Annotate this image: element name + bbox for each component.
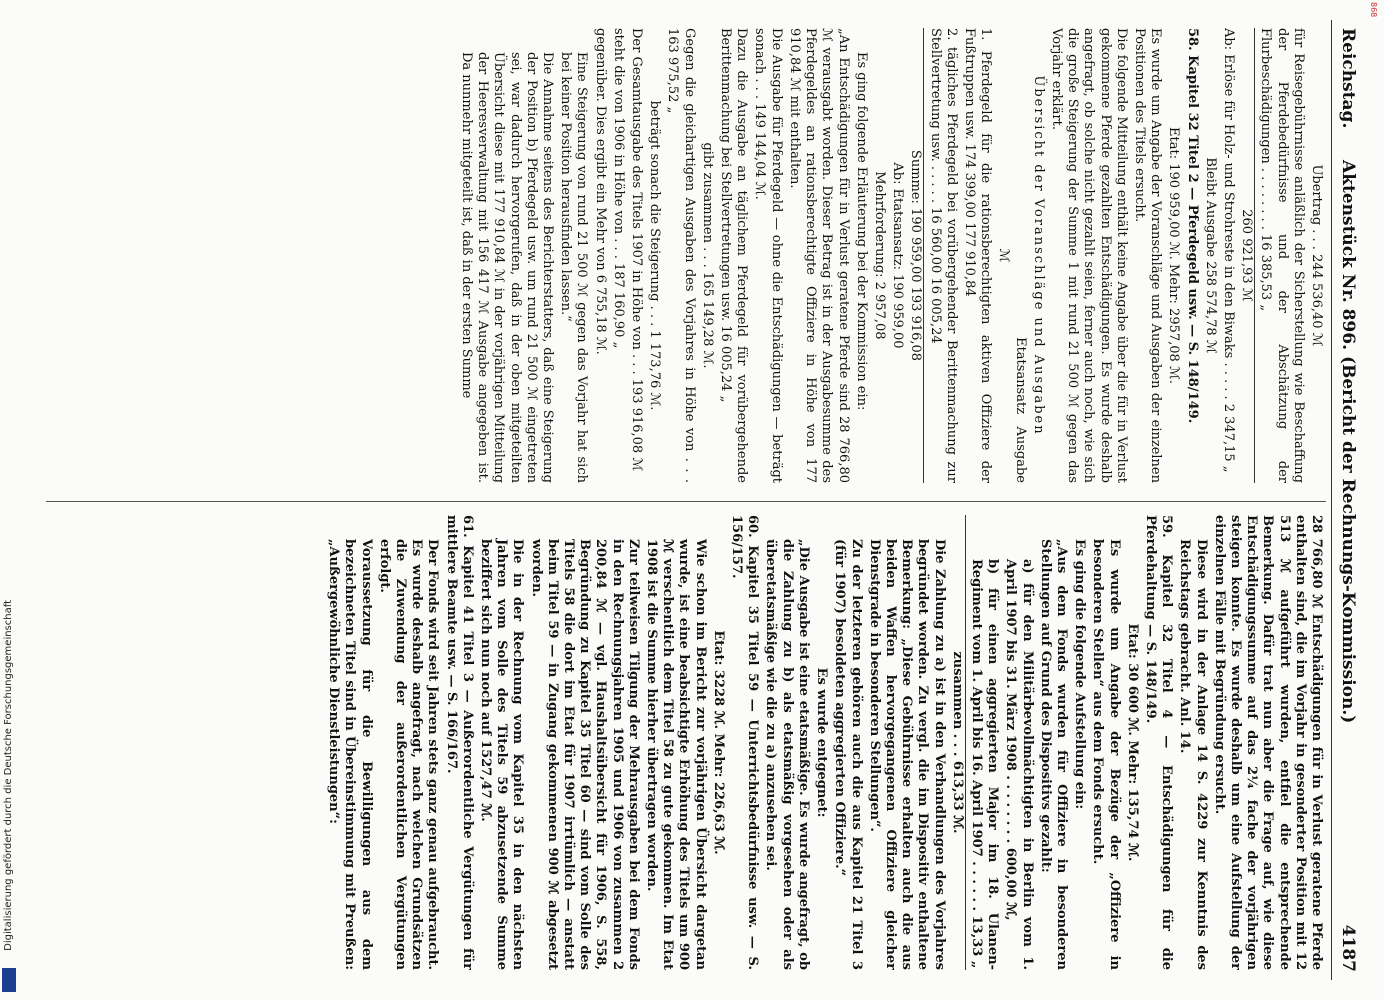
text-line: Zur teilweisen Tilgung der Mehrausgaben bei dem Fonds in den Rechnungsjahren 1905 und 1906 von zusammen 2 200,84 ℳ — vgl. Haushaltsübersicht für 1906, S. 558, Begründung zu Kapitel 35 Titel 60 — sind vom Solle des Titels 58 die dort im Etat für 1907 irrtümlich — anstatt beim Titel 59 — in Zugang gekommenen 900 ℳ abgesetzt worden.	[528, 539, 641, 970]
table-title: Übersicht der Voranschläge und Ausgaben	[1030, 75, 1046, 436]
table-row: Mehrforderung: 2 957,08	[871, 171, 887, 340]
text-line: Ab: Erlöse für Holz- und Strohreste in den Biwaks . . . . . 2 347,15 „	[1220, 28, 1236, 473]
section-heading: 58. Kapitel 32 Titel 2 — Pferdegeld usw. — S. 148/149.	[1184, 28, 1200, 424]
text-line: Die Zahlung zu a) ist in den Verhandlungen des Vorjahres begründet worden. Zu vergl. die im Dispositiv enthaltene Bemerkung: „Diese Gebührnisse erhalten auch die aus beiden Waffen hervorgegangenen Offiziere gleicher Dienstgrade in besonderen Stellungen“.	[866, 539, 947, 970]
text-line: Es ging die folgende Aufstellung ein:	[1072, 539, 1088, 810]
header-left: Reichstag.	[1338, 28, 1358, 129]
table-header	[1011, 28, 1027, 483]
text-line: ℳ	[996, 248, 1012, 263]
dfg-logo-icon	[2, 968, 16, 992]
text-line: Der Fonds wird seit Jahren stets ganz genau aufgebraucht. Es wurde deshalb angefragt, nach welchen Grundsätzen die Zuwendung der außerordentlichen Vergütungen erfolgt.	[376, 539, 441, 970]
margin-note: Anl. 14.	[1177, 697, 1193, 754]
text-line: Etat: 3228 ℳ. Mehr: 226,63 ℳ.	[710, 630, 726, 855]
text-line: 28 766,80 ℳ Entschädigungen für in Verlust geratene Pferde enthalten sind, die im Vorjahr in gesonderter Position mit 12 513 ℳ aufgeführt wurden, entfiel die entsprechende Bemerkung. Dafür trat nun aber die Frage auf, wie diese Entschädigungssumme auf das 2¼ fache der vorjährigen steigen konnte. Es wurde deshalb um eine Aufstellung der einzelnen Fälle mit Begründung ersucht.	[1211, 515, 1324, 970]
text-line: Dazu die Ausgabe an täglichem Pferdegeld für vorübergehende Berittenmachung bei Stellvertretungen usw. 16 005,24 „	[718, 28, 750, 483]
page-header	[1331, 20, 1360, 980]
text-line: „Aus dem Fonds wurden für Offiziere in besonderen Stellungen auf Grund des Dispositivs gezahlt:	[1037, 539, 1069, 970]
rotated-newspaper-page	[30, 20, 1360, 980]
text-line: Es wurde um Angabe der Voranschläge und Ausgaben der einzelnen Positionen des Titels ersucht.	[1131, 28, 1164, 483]
text-line: Es wurde um Angabe der Bezüge der „Offiziere in besonderen Stellen“ aus dem Fonds ersucht.	[1090, 539, 1122, 970]
text-line: b) für einen aggregierten Major im 18. Ulanen-Regiment vom 1. April bis 16. April 1907 . . . . . . 13,33 „	[968, 559, 1001, 970]
text-line: a) für den Militärbevollmächtigten in Berlin vom 1. April 1907 bis 31. März 1908 . . . . . . . . 600,00 ℳ,	[1003, 559, 1035, 970]
section-heading: 60. Kapitel 35 Titel 59 — Unterrichtsbedürfnisse usw. — S. 156/157.	[729, 515, 761, 970]
column-divider	[46, 501, 1326, 502]
text-line: 260 921,93 ℳ	[1238, 28, 1255, 483]
right-column	[44, 515, 1324, 970]
text-line: Es ging folgende Erläuterung bei der Kommission ein:	[853, 52, 869, 411]
text-line: Es wurde entgegnet:	[814, 667, 830, 818]
text-line: Etat: 30 600 ℳ. Mehr: 135,74 ℳ.	[1124, 623, 1140, 862]
text-line: Voraussetzung für die Bewilligungen aus dem bezeichneten Titel sind in Übereinstimmung mit Preußen: „Außergewöhnliche Dienstleistungen“:	[326, 539, 374, 970]
corner-mark: 868	[1369, 2, 1378, 18]
text-line: Die in der Rechnung vom Kapitel 35 in den nächsten Jahren vom Solle des Titels 59 abzusetzende Summe beziffert sich nun noch auf 1527,47 ℳ.	[478, 539, 526, 970]
text-line: „An Entschädigungen für in Verlust geratene Pferde sind 28 766,80 ℳ verausgabt worden. Dieser Betrag ist in der Ausgabesumme des Pferdegeldes an rationsberechtigte Offiziere in Höhe von 177 910,84 ℳ mit enthalten.	[786, 28, 851, 483]
text-line: Der Gesamtausgabe des Titels 1907 in Höhe von . . . 193 916,08 ℳ	[629, 28, 645, 472]
table-row: Ab: Etatsansatz: 190 959,00	[890, 162, 906, 349]
text-line: gibt zusammen . . . 165 149,28 ℳ.	[699, 142, 715, 369]
text-line: Die Annahme seitens des Berichterstatters, daß eine Steigerung der Position b) Pferdegeld usw. um rund 21 500 ℳ eingetreten sei, war dadurch hervorgerufen, daß in der oben mitgeteilten Übersicht diese mit 177 910,84 ℳ in der vorjährigen Mitteilung der Heeresverwaltung mit 156 417 ℳ Ausgabe angegeben ist. Da nunmehr mitgeteilt ist, daß in der ersten Summe	[459, 52, 556, 483]
text-line: Übertrag . . . 244 536,40 ℳ	[1309, 164, 1324, 347]
text-line: Gegen die gleichartigen Ausgaben des Vorjahres in Höhe von . . . 163 975,52 „	[665, 28, 697, 483]
text-line: „Die Ausgabe ist eine etatsmäßige. Es wurde angefragt, ob die Zahlung zu b) als etatsmäßig vorgesehen oder als überetatsmäßige wie die zu a) anzusehen sei.	[763, 539, 811, 970]
text-line: Diese wird in der Anlage 14 S. 4229 zur Kenntnis des Reichstags gebracht. Anl. 14.	[1177, 539, 1209, 970]
table-row: 2. tägliches Pferdegeld bei vorübergehender Berittenmachung zur Stellvertretung usw. . . . . . 16 560,00 16 005,24	[927, 28, 959, 483]
text-line: zusammen . . . 613,33 ℳ.	[949, 515, 966, 970]
section-heading: 61. Kapitel 41 Titel 3 — Außerordentliche Vergütungen für mittlere Beamte usw. — S. 166/167.	[443, 515, 475, 970]
text-line: Zu der letzteren gehören auch die aus Kapitel 21 Titel 3 (für 1907) besoldeten aggregierten Offiziere.“	[832, 539, 864, 970]
text-line: für Reisegebührnisse anläßlich der Sicherstellung wie Beschaffung der Pferdebedürfnisse und der Abschätzung der Flurbeschädigungen . . . . . . . . 16 385,53 „	[1258, 28, 1306, 483]
digitization-credit: Digitalisierung gefördert durch die Deutsche Forschungsgemeinschaft	[3, 600, 14, 951]
header-title: Aktenstück Nr. 896. (Bericht der Rechnungs-Kommission.)	[1338, 160, 1358, 724]
table-row: 1. Pferdegeld für die rationsberechtigten aktiven Offiziere der Fußtruppen usw. 174 399,00 177 910,84	[961, 28, 994, 483]
table-row: Summe: 190 959,00 193 916,08	[907, 28, 924, 483]
page-number: 4187	[1338, 924, 1358, 972]
section-heading: 59. Kapitel 32 Titel 4 — Entschädigungen für die Pferdehaltung — S. 148/149.	[1142, 515, 1175, 970]
col-header: Etatsansatz	[1012, 337, 1028, 415]
left-column	[44, 28, 1324, 483]
text-line: beträgt sonach die Steigerung . . . 1 173,76 ℳ.	[647, 100, 663, 411]
text-line: Etat: 190 959,00 ℳ. Mehr: 2957,08 ℳ.	[1166, 127, 1182, 384]
text-line: steht die von 1906 in Höhe von . . . 187 160,90 „	[610, 28, 626, 349]
text-line: Eine Steigerung von rund 21 500 ℳ gegen das Vorjahr hat sich bei keiner Position herausfinden lassen.“	[558, 52, 590, 483]
text-line: gegenüber. Dies ergibt ein Mehr von 6 755,18 ℳ.	[592, 28, 608, 355]
text-line: Bleibt Ausgabe 258 574,78 ℳ	[1202, 157, 1218, 354]
text-line: Die Ausgabe für Pferdegeld — ohne die Entschädigungen — beträgt sonach . . . 149 144,04 ℳ.	[752, 28, 784, 483]
text-line: Die folgende Mitteilung enthält keine Angabe über die für in Verlust gekommene Pferde gezahlten Entschädigungen. Es wurde deshalb angefragt, ob solche nicht gezahlt seien, ferner auch noch, wie sich die große Steigerung der Summe 1 mit rund 21 500 ℳ gegen das Vorjahr erklärt.	[1048, 28, 1129, 483]
col-header: Ausgabe	[1012, 426, 1028, 483]
text-line: Wie schon im Bericht zur vorjährigen Übersicht dargetan wurde, ist eine beabsichtigte Erhöhung des Titels um 900 ℳ verschentlich dem Titel 58 zu gute gekommen. Im Etat 1908 ist die Summe hierher übertragen worden.	[644, 539, 708, 970]
